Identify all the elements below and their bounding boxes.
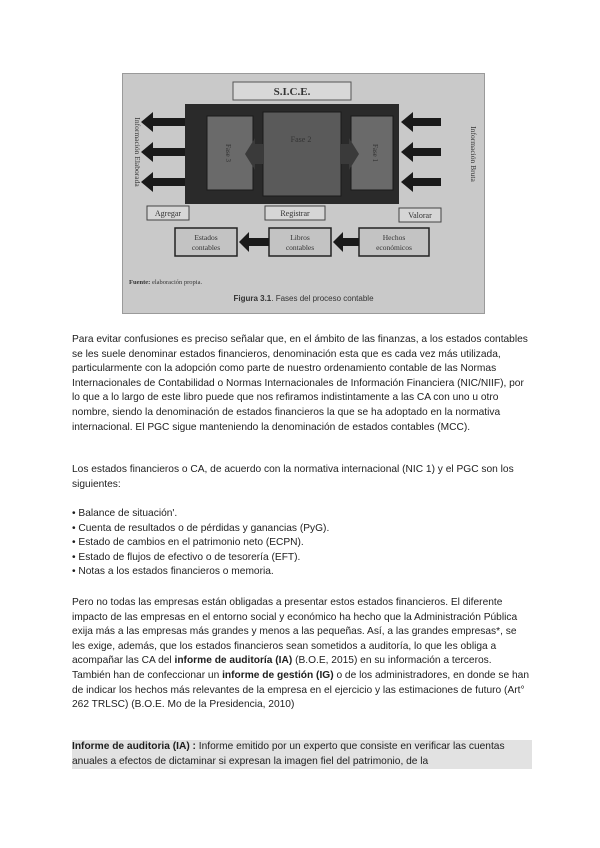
libros-line1: Libros: [290, 233, 310, 242]
sice-diagram: [123, 74, 484, 313]
financial-statements-list: [72, 507, 532, 580]
right-arrows: [401, 112, 441, 192]
arrow-libros-to-estados: [239, 232, 269, 252]
phase2-box: [263, 112, 341, 196]
figure-diagram: [122, 73, 485, 314]
right-side-label: Información Bruta: [469, 126, 478, 182]
list-item: • Balance de situación'.: [72, 508, 178, 519]
phase3-label: Fase 3: [224, 143, 232, 163]
arrow-hechos-to-libros: [333, 232, 359, 252]
paragraph-lista-intro: Los estados financieros o CA, de acuerdo con la normativa internacional (NIC 1) y el PGC son los siguientes:: [72, 464, 514, 490]
sice-label: S.I.C.E.: [273, 86, 311, 98]
valorar-label: Valorar: [408, 211, 432, 220]
estados-line1: Estados: [194, 233, 218, 242]
figure-source: Fuente: elaboración propia.: [129, 279, 203, 286]
paragraph-estados-financieros: Para evitar confusiones es preciso señalar que, en el ámbito de las finanzas, a los estados contables se les suele denominar estados financieros, denominación esta que es cada vez más utilizada, particularmente con la adopción como parte de nuestro ordenamiento contable de las Normas Internacionales de Contabilidad o Normas Internacionales de Información Financiera (NIC/NIIF), por lo que a lo largo de este libro puede que nos refiramos indistintamente a las CA con uno u otro nombre, siendo la denominación de estados financieros la que se ha adoptado en la normativa internacional. El PGC sigue manteniendo la denominación de estados contables (MCC).: [72, 334, 528, 433]
list-item: • Estado de cambios en el patrimonio neto (ECPN).: [72, 537, 304, 549]
phase2-label: Fase 2: [290, 135, 312, 144]
registrar-label: Registrar: [280, 209, 310, 218]
hechos-line1: Hechos: [382, 233, 406, 242]
left-side-label: Información Elaborada: [133, 117, 142, 187]
left-arrows: [141, 112, 185, 192]
paragraph-auditoria: Pero no todas las empresas están obligadas a presentar estos estados financieros. El diferente impacto de las empresas en el entorno social y económico ha hecho que la Administración Pública exija más a las empresas más grandes y menos a las pequeñas. Así, a las grandes empresas*, se les exige, además, que los estados financieros sean sometidos a auditoría, lo que les obliga a acompañar las CA del informe de auditoría (IA) (B.O.E, 2015) en su información a terceros. También han de confeccionar un informe de gestión (IG) o de los administradores, en donde se han de indicar los hechos más relevantes de la empresa en el ejercicio y las estimaciones de futuro (Art° 262 TRLSC) (B.O.E. Mo de la Presidencia, 2010): [72, 597, 529, 711]
agregar-label: Agregar: [154, 209, 182, 218]
figure-caption: Figura 3.1. Fases del proceso contable: [233, 294, 374, 303]
list-item: • Cuenta de resultados o de pérdidas y ganancias (PyG).: [72, 522, 330, 534]
hechos-line2: económicos: [376, 243, 412, 252]
libros-line2: contables: [285, 243, 315, 252]
phase1-label: Fase 1: [371, 143, 379, 163]
list-item: • Notas a los estados financieros o memoria.: [72, 566, 274, 578]
estados-line2: contables: [191, 243, 221, 252]
definition-informe-auditoria: Informe de auditoria (IA) : Informe emitido por un experto que consiste en verificar las cuentas anuales a efectos de dictaminar si expresan la imagen fiel del patrimonio, de la: [72, 740, 532, 769]
list-item: • Estado de flujos de efectivo o de tesorería (EFT).: [72, 551, 301, 563]
